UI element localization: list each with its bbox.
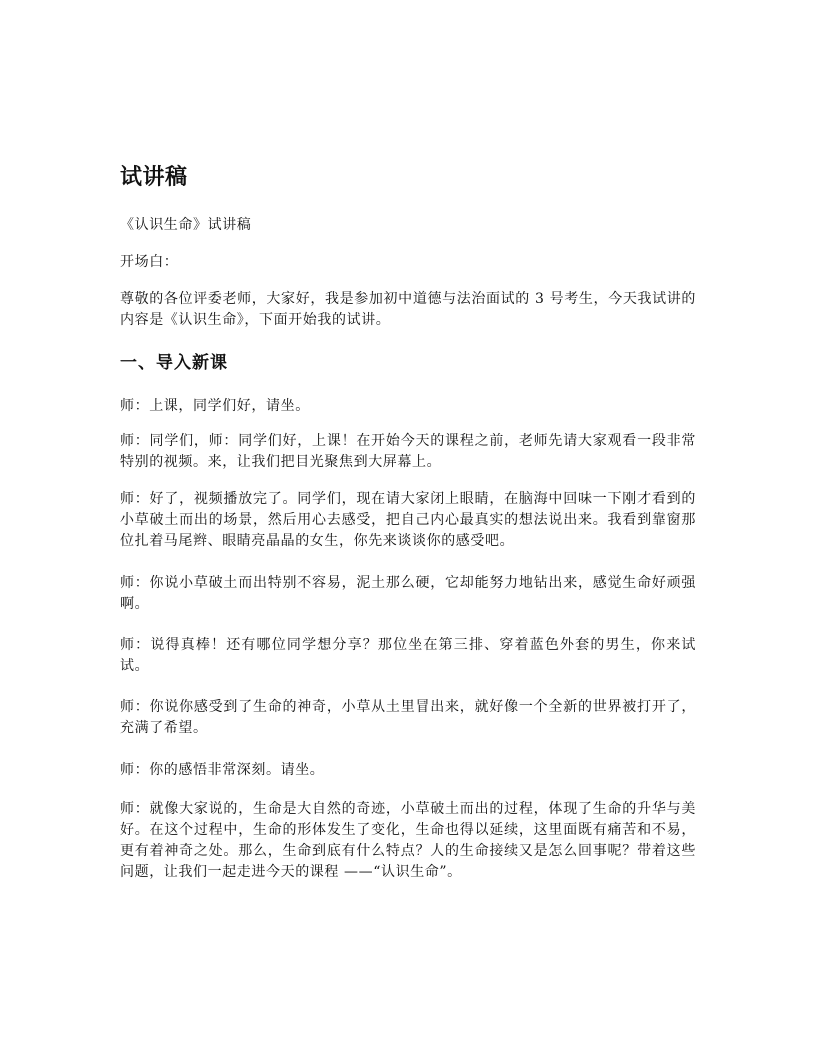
paragraph-8: 师：就像大家说的，生命是大自然的奇迹，小草破土而出的过程，体现了生命的升华与美好。在这个过程中，生命的形体发生了变化，生命也得以延续，这里面既有痛苦和不易，更有着神奇之处。那么，生命到底有什么特点？人的生命接续又是怎么回事呢？带着这些问题，让我们一起走进今天的课程 ——“认识生命”。 xyxy=(120,801,696,880)
paragraph-6: 师：你说你感受到了生命的神奇，小草从土里冒出来，就好像一个全新的世界被打开了，充满了希望。 xyxy=(120,699,696,736)
section-heading: 一、导入新课 xyxy=(120,353,228,373)
paragraph-3: 师：好了，视频播放完了。同学们，现在请大家闭上眼睛，在脑海中回味一下刚才看到的小草破土而出的场景，然后用心去感受，把自己内心最真实的想法说出来。我看到靠窗那位扎着马尾辫、眼睛亮晶晶的女生，你先来谈谈你的感受吧。 xyxy=(120,491,696,549)
paragraph-4: 师：你说小草破土而出特别不容易，泥土那么硬，它却能努力地钻出来，感觉生命好顽强啊。 xyxy=(120,575,696,612)
paragraph-5: 师：说得真棒！还有哪位同学想分享？那位坐在第三排、穿着蓝色外套的男生，你来试试。 xyxy=(120,637,696,674)
paragraph-1: 师：上课，同学们好，请坐。 xyxy=(120,398,310,414)
paragraph-7: 师：你的感悟非常深刻。请坐。 xyxy=(120,762,325,778)
opening-label: 开场白： xyxy=(120,254,179,270)
document-title: 试讲稿 xyxy=(120,165,188,190)
opening-paragraph: 尊敬的各位评委老师，大家好，我是参加初中道德与法治面试的 3 号考生，今天我试讲的内容是《认识生命》，下面开始我的试讲。 xyxy=(120,291,696,328)
document-subtitle: 《认识生命》试讲稿 xyxy=(120,217,252,233)
paragraph-2: 师：同学们，师：同学们好，上课！在开始今天的课程之前，老师先请大家观看一段非常特别的视频。来，让我们把目光聚焦到大屏幕上。 xyxy=(120,433,696,470)
